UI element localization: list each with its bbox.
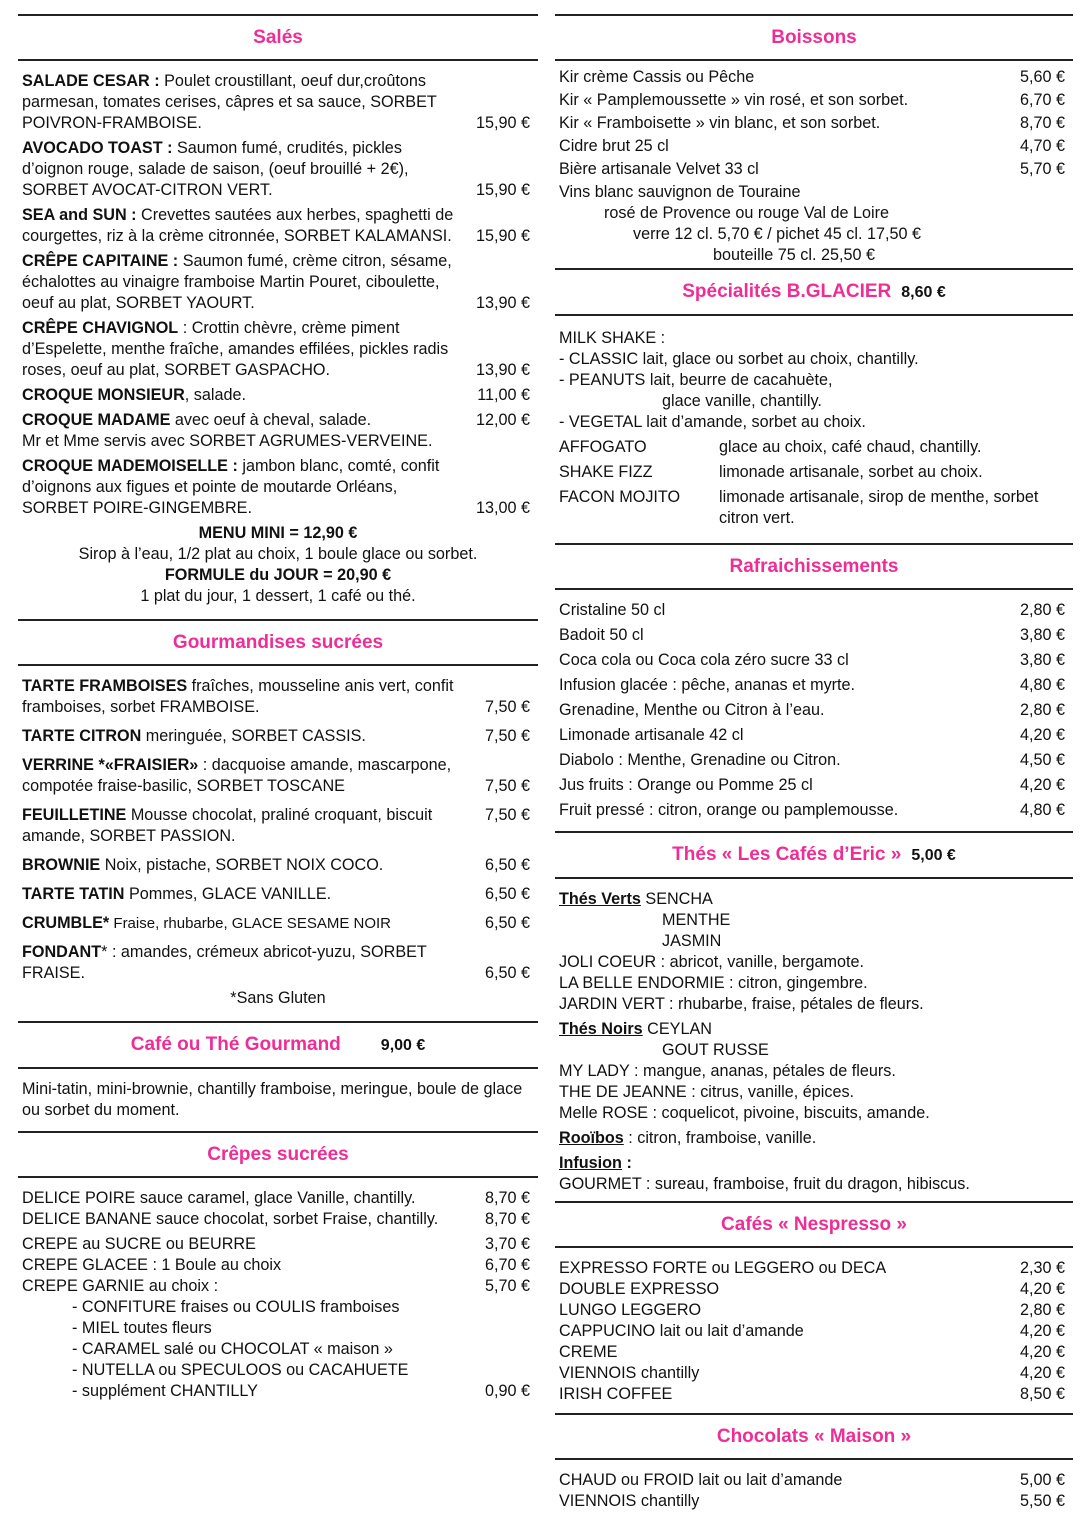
item-price: 6,70 € xyxy=(1019,91,1065,109)
thes-verts-label: Thés Verts xyxy=(559,890,641,908)
menu-item xyxy=(559,1384,1069,1405)
item-name: VERRINE *«FRAISIER» xyxy=(22,756,199,774)
infusion-colon: : xyxy=(621,1154,632,1172)
gluten-note: *Sans Gluten xyxy=(230,989,326,1007)
menu-item xyxy=(559,1470,1069,1491)
infusion-line xyxy=(559,1153,1069,1174)
menu-item xyxy=(559,1363,1069,1384)
item-price: 0,90 € xyxy=(484,1382,530,1400)
section-body xyxy=(18,59,538,619)
item-text: Infusion glacée : pêche, ananas et myrte. xyxy=(559,676,856,694)
item-price: 4,20 € xyxy=(1019,1364,1065,1382)
item-price: 2,80 € xyxy=(1019,1301,1065,1319)
item-price: 3,80 € xyxy=(1019,626,1065,644)
item-text: LUNGO LEGGERO xyxy=(559,1301,702,1319)
menu-item xyxy=(559,775,1069,796)
item-text: Cidre brut 25 cl xyxy=(559,137,669,155)
supplement-text: - supplément CHANTILLY xyxy=(72,1382,258,1400)
item-text: CHAUD ou FROID lait ou lait d’amande xyxy=(559,1471,843,1489)
menu-item xyxy=(22,251,534,314)
menu-item xyxy=(559,1342,1069,1363)
left-column xyxy=(18,14,538,1408)
menu-item xyxy=(22,456,534,519)
item-price: 4,70 € xyxy=(1019,137,1065,155)
item-name: FEUILLETINE xyxy=(22,806,127,824)
section-title xyxy=(555,833,1073,877)
item-text: DELICE BANANE sauce chocolat, sorbet Fraise, chantilly. xyxy=(22,1210,439,1228)
section-crepes xyxy=(18,1133,538,1408)
item-price: 5,60 € xyxy=(1019,68,1065,86)
item-price: 11,00 € xyxy=(477,386,530,404)
item-text: Kir crème Cassis ou Pêche xyxy=(559,68,755,86)
menu-item xyxy=(559,1279,1069,1300)
section-rafraichissements xyxy=(555,545,1073,831)
item-price: 8,70 € xyxy=(484,1210,530,1228)
section-body xyxy=(18,1176,538,1408)
section-chocolats xyxy=(555,1415,1073,1518)
spec-key: FACON MOJITO xyxy=(559,488,681,506)
menu-mini xyxy=(22,523,534,544)
item-text: VIENNOIS chantilly xyxy=(559,1492,700,1510)
tea-line: JOLI COEUR : abricot, vanille, bergamote. xyxy=(559,953,864,971)
item-desc: Fraise, rhubarbe, GLACE SESAME NOIR xyxy=(109,915,391,932)
item-desc: Saumon fumé, crème citron, sésame, échalottes au vinaigre framboise Martin Pouret, ciboulette, oeuf au plat, SORBET YAOURT. xyxy=(22,252,452,312)
spec-value: limonade artisanale, sorbet au choix. xyxy=(719,463,983,481)
spec-row xyxy=(559,437,1069,458)
item-text: DELICE POIRE sauce caramel, glace Vanille, chantilly. xyxy=(22,1189,416,1207)
item-price: 15,90 € xyxy=(475,114,530,132)
menu-item xyxy=(559,136,1069,157)
item-price: 8,50 € xyxy=(1019,1385,1065,1403)
item-price: 15,90 € xyxy=(475,227,530,245)
section-title: Chocolats « Maison » xyxy=(716,1426,912,1447)
item-price: 8,70 € xyxy=(484,1189,530,1207)
menu-item xyxy=(22,805,534,847)
item-text: Cristaline 50 cl xyxy=(559,601,666,619)
item-price: 7,50 € xyxy=(484,777,530,795)
section-body xyxy=(555,1246,1073,1413)
menu-item xyxy=(22,913,534,934)
gourmet-line: GOURMET : sureau, framboise, fruit du dragon, hibiscus. xyxy=(559,1175,970,1193)
section-title-text: Spécialités B.GLACIER xyxy=(682,281,892,302)
item-price: 6,50 € xyxy=(484,964,530,982)
item-name: TARTE FRAMBOISES xyxy=(22,677,188,695)
item-text: Coca cola ou Coca cola zéro sucre 33 cl xyxy=(559,651,849,669)
section-title: Rafraichissements xyxy=(729,556,899,577)
tea-line: THE DE JEANNE : citrus, vanille, épices. xyxy=(559,1083,855,1101)
item-desc: Poulet croustillant, oeuf dur,croûtons parmesan, tomates cerises, câpres et sa sauce, SORBET POIVRON-FRAMBOISE. xyxy=(22,72,437,132)
item-price: 5,00 € xyxy=(1019,1471,1065,1489)
section-price: 9,00 € xyxy=(380,1037,426,1054)
tea-name: JASMIN xyxy=(662,932,722,950)
menu-item xyxy=(559,650,1069,671)
spec-line: - PEANUTS lait, beurre de cacahuète, xyxy=(559,371,833,389)
item-note: Mr et Mme servis avec SORBET AGRUMES-VERVEINE. xyxy=(22,432,433,450)
menu-item xyxy=(22,1188,534,1209)
menu-item xyxy=(559,675,1069,696)
spec-row xyxy=(559,487,1069,529)
vins-line: rosé de Provence ou rouge Val de Loire xyxy=(604,204,889,222)
section-title: Crêpes sucrées xyxy=(207,1144,349,1165)
item-price: 4,20 € xyxy=(1019,726,1065,744)
item-price: 13,00 € xyxy=(475,499,530,517)
section-cafe-gourmand xyxy=(18,1023,538,1131)
item-price: 7,50 € xyxy=(484,806,530,824)
item-text: IRISH COFFEE xyxy=(559,1385,673,1403)
section-price: 8,60 € xyxy=(901,284,946,301)
item-text: Bière artisanale Velvet 33 cl xyxy=(559,160,759,178)
item-desc: fraîches, mousseline anis vert, confit framboises, sorbet FRAMBOISE. xyxy=(22,677,454,716)
item-text: EXPRESSO FORTE ou LEGGERO ou DECA xyxy=(559,1259,887,1277)
item-price: 4,20 € xyxy=(1019,776,1065,794)
item-text: VIENNOIS chantilly xyxy=(559,1364,700,1382)
menu-item xyxy=(559,1491,1069,1512)
item-price: 5,70 € xyxy=(484,1277,530,1295)
menu-item xyxy=(559,1258,1069,1279)
section-sales xyxy=(18,16,538,619)
menu-item xyxy=(22,726,534,747)
item-text: CREPE GARNIE au choix : xyxy=(22,1277,219,1295)
tea-line: Melle ROSE : coquelicot, pivoine, biscuits, amande. xyxy=(559,1104,930,1122)
menu-item xyxy=(559,750,1069,771)
spec-line: - VEGETAL lait d’amande, sorbet au choix. xyxy=(559,413,866,431)
menu-item xyxy=(22,138,534,201)
thes-verts-line xyxy=(559,889,1069,910)
spec-value: limonade artisanale, sirop de menthe, sorbet citron vert. xyxy=(719,488,1039,527)
section-title xyxy=(555,270,1073,314)
cafe-gourmand-desc: Mini-tatin, mini-brownie, chantilly framboise, meringue, boule de glace ou sorbet du moment. xyxy=(22,1080,523,1119)
item-price: 7,50 € xyxy=(484,698,530,716)
item-price: 6,50 € xyxy=(484,885,530,903)
option-line: - NUTELLA ou SPECULOOS ou CACAHUETE xyxy=(72,1361,409,1379)
vins-line: Vins blanc sauvignon de Touraine xyxy=(559,183,801,201)
item-text: Diabolo : Menthe, Grenadine ou Citron. xyxy=(559,751,841,769)
right-column xyxy=(555,14,1073,1518)
tea-line: JARDIN VERT : rhubarbe, fraise, pétales de fleurs. xyxy=(559,995,924,1013)
item-price: 2,80 € xyxy=(1019,601,1065,619)
section-title-text: Thés « Les Cafés d’Eric » xyxy=(672,844,902,865)
menu-mini-desc: Sirop à l’eau, 1/2 plat au choix, 1 boule glace ou sorbet. xyxy=(78,545,478,563)
section-body xyxy=(555,877,1073,1201)
option-line: - MIEL toutes fleurs xyxy=(72,1319,212,1337)
menu-item xyxy=(559,625,1069,646)
item-price: 12,00 € xyxy=(475,411,530,429)
section-specialites xyxy=(555,270,1073,543)
menu-item xyxy=(22,1255,534,1276)
item-price: 4,50 € xyxy=(1019,751,1065,769)
menu-item xyxy=(22,755,534,797)
item-price: 6,50 € xyxy=(484,856,530,874)
item-text: CAPPUCINO lait ou lait d’amande xyxy=(559,1322,804,1340)
item-desc: Crevettes sautées aux herbes, spaghetti de courgettes, riz à la crème citronnée, SORBET KALAMANSI. xyxy=(22,206,454,245)
tea-name: MENTHE xyxy=(662,911,731,929)
section-title: Cafés « Nespresso » xyxy=(721,1214,907,1235)
item-desc: Noix, pistache, SORBET NOIX COCO. xyxy=(100,856,384,874)
rooibos-desc: : citron, framboise, vanille. xyxy=(623,1129,817,1147)
option-line: - CARAMEL salé ou CHOCOLAT « maison » xyxy=(72,1340,393,1358)
item-price: 3,70 € xyxy=(484,1235,530,1253)
item-desc: Mousse chocolat, praliné croquant, biscuit amande, SORBET PASSION. xyxy=(22,806,433,845)
menu-item xyxy=(559,725,1069,746)
formule-title: FORMULE du JOUR = 20,90 € xyxy=(164,566,392,584)
item-price: 6,50 € xyxy=(484,914,530,932)
section-title: Salés xyxy=(253,27,303,48)
tea-line: MY LADY : mangue, ananas, pétales de fleurs. xyxy=(559,1062,896,1080)
menu-item xyxy=(559,90,1069,111)
item-price: 7,50 € xyxy=(484,727,530,745)
item-text: Jus fruits : Orange ou Pomme 25 cl xyxy=(559,776,813,794)
item-desc: avec oeuf à cheval, salade. xyxy=(170,411,372,429)
item-desc: , salade. xyxy=(184,386,246,404)
item-name: TARTE TATIN xyxy=(22,885,125,903)
item-name: AVOCADO TOAST : xyxy=(22,139,173,157)
spec-row xyxy=(559,462,1069,483)
item-text: CREPE GLACEE : 1 Boule au choix xyxy=(22,1256,282,1274)
item-text: CREME xyxy=(559,1343,618,1361)
menu-item xyxy=(22,318,534,381)
section-thes xyxy=(555,833,1073,1201)
item-desc: : dacquoise amande, mascarpone, compotée fraise-basilic, SORBET TOSCANE xyxy=(22,756,452,795)
menu-item xyxy=(22,385,534,406)
menu-item xyxy=(559,1300,1069,1321)
menu-item xyxy=(22,1209,534,1230)
spec-line: glace vanille, chantilly. xyxy=(662,392,822,410)
item-price: 13,90 € xyxy=(475,294,530,312)
menu-item xyxy=(22,1276,534,1297)
item-text: DOUBLE EXPRESSO xyxy=(559,1280,720,1298)
item-desc: : Crottin chèvre, crème piment d’Espelette, menthe fraîche, amandes effilées, pickles radis roses, oeuf au plat, SORBET GASPACHO. xyxy=(22,319,449,379)
tea-name: GOUT RUSSE xyxy=(662,1041,769,1059)
menu-item xyxy=(22,884,534,905)
menu-item xyxy=(559,700,1069,721)
tea-name: SENCHA xyxy=(645,890,713,908)
section-body xyxy=(555,59,1073,268)
menu-item xyxy=(22,205,534,247)
item-desc: jambon blanc, comté, confit d’oignons aux figues et pointe de moutarde Orléans, SORBET POIRE-GINGEMBRE. xyxy=(22,457,440,517)
section-body xyxy=(555,1458,1073,1518)
item-name: CROQUE MADAME xyxy=(22,411,171,429)
item-text: Kir « Pamplemoussette » vin rosé, et son sorbet. xyxy=(559,91,909,109)
menu-item xyxy=(559,113,1069,134)
section-title: Boissons xyxy=(771,27,857,48)
rooibos-line xyxy=(559,1128,1069,1149)
menu-item xyxy=(559,800,1069,821)
item-name: CROQUE MADEMOISELLE : xyxy=(22,457,238,475)
menu-item xyxy=(559,600,1069,621)
thes-noirs-label: Thés Noirs xyxy=(559,1020,643,1038)
item-desc: meringuée, SORBET CASSIS. xyxy=(141,727,366,745)
item-price: 4,20 € xyxy=(1019,1280,1065,1298)
item-desc: * : amandes, crémeux abricot-yuzu, SORBET FRAISE. xyxy=(22,943,427,982)
thes-noirs-line xyxy=(559,1019,1069,1040)
item-name: SALADE CESAR : xyxy=(22,72,160,90)
milk-shake-label: MILK SHAKE : xyxy=(559,329,666,347)
supplement-line xyxy=(22,1381,534,1402)
item-price: 4,80 € xyxy=(1019,676,1065,694)
menu-item xyxy=(22,71,534,134)
section-body xyxy=(18,1067,538,1131)
tea-name: CEYLAN xyxy=(647,1020,712,1038)
item-name: SEA and SUN : xyxy=(22,206,137,224)
item-text: Badoit 50 cl xyxy=(559,626,644,644)
item-price: 2,30 € xyxy=(1019,1259,1065,1277)
menu-item xyxy=(22,942,534,984)
rooibos-label: Rooïbos xyxy=(559,1129,624,1147)
tea-line: LA BELLE ENDORMIE : citron, gingembre. xyxy=(559,974,868,992)
vins-line: verre 12 cl. 5,70 € / pichet 45 cl. 17,50 € xyxy=(633,225,921,243)
item-text: Grenadine, Menthe ou Citron à l’eau. xyxy=(559,701,825,719)
formule xyxy=(22,565,534,586)
item-text: CREPE au SUCRE ou BEURRE xyxy=(22,1235,256,1253)
infusion-label: Infusion xyxy=(559,1154,622,1172)
item-name: TARTE CITRON xyxy=(22,727,142,745)
item-price: 3,80 € xyxy=(1019,651,1065,669)
section-body xyxy=(555,588,1073,831)
section-body xyxy=(18,664,538,1021)
menu-item xyxy=(559,67,1069,88)
item-price: 4,80 € xyxy=(1019,801,1065,819)
section-title: Gourmandises sucrées xyxy=(172,632,384,653)
item-name: CRÊPE CAPITAINE : xyxy=(22,252,179,270)
item-desc: Saumon fumé, crudités, pickles d’oignon rouge, salade de saison, (oeuf brouillé + 2€), SORBET AVOCAT-CITRON VERT. xyxy=(22,139,409,199)
spec-line: - CLASSIC lait, glace ou sorbet au choix, chantilly. xyxy=(559,350,919,368)
item-name: FONDANT xyxy=(22,943,102,961)
menu-item xyxy=(22,410,534,452)
item-price: 4,20 € xyxy=(1019,1343,1065,1361)
item-price: 15,90 € xyxy=(475,181,530,199)
spec-value: glace au choix, café chaud, chantilly. xyxy=(719,438,982,456)
section-title-text: Café ou Thé Gourmand xyxy=(130,1034,341,1055)
menu-item xyxy=(22,855,534,876)
item-text: Fruit pressé : citron, orange ou pamplemousse. xyxy=(559,801,899,819)
item-price: 6,70 € xyxy=(484,1256,530,1274)
option-line: - CONFITURE fraises ou COULIS framboises xyxy=(72,1298,400,1316)
spec-key: SHAKE FIZZ xyxy=(559,463,653,481)
item-name: CROQUE MONSIEUR xyxy=(22,386,185,404)
item-text: Limonade artisanale 42 cl xyxy=(559,726,744,744)
menu-item xyxy=(22,676,534,718)
item-name: CRÊPE CHAVIGNOL xyxy=(22,319,179,337)
vins-line: bouteille 75 cl. 25,50 € xyxy=(713,246,875,264)
menu-item xyxy=(559,159,1069,180)
item-price: 13,90 € xyxy=(475,361,530,379)
section-price: 5,00 € xyxy=(911,847,956,864)
menu-item xyxy=(22,1234,534,1255)
item-price: 8,70 € xyxy=(1019,114,1065,132)
spec-key: AFFOGATO xyxy=(559,438,647,456)
section-boissons xyxy=(555,16,1073,268)
item-text: Kir « Framboisette » vin blanc, et son sorbet. xyxy=(559,114,881,132)
section-title xyxy=(18,1023,538,1067)
item-price: 2,80 € xyxy=(1019,701,1065,719)
section-cafes xyxy=(555,1203,1073,1413)
item-desc: Pommes, GLACE VANILLE. xyxy=(124,885,332,903)
formule-desc: 1 plat du jour, 1 dessert, 1 café ou thé. xyxy=(140,587,416,605)
menu-item xyxy=(559,1321,1069,1342)
item-price: 5,50 € xyxy=(1019,1492,1065,1510)
menu-mini-title: MENU MINI = 12,90 € xyxy=(198,524,358,542)
section-gourmandises xyxy=(18,621,538,1021)
section-body xyxy=(555,314,1073,543)
item-name: BROWNIE xyxy=(22,856,101,874)
item-name: CRUMBLE* xyxy=(22,914,110,932)
item-price: 5,70 € xyxy=(1019,160,1065,178)
item-price: 4,20 € xyxy=(1019,1322,1065,1340)
